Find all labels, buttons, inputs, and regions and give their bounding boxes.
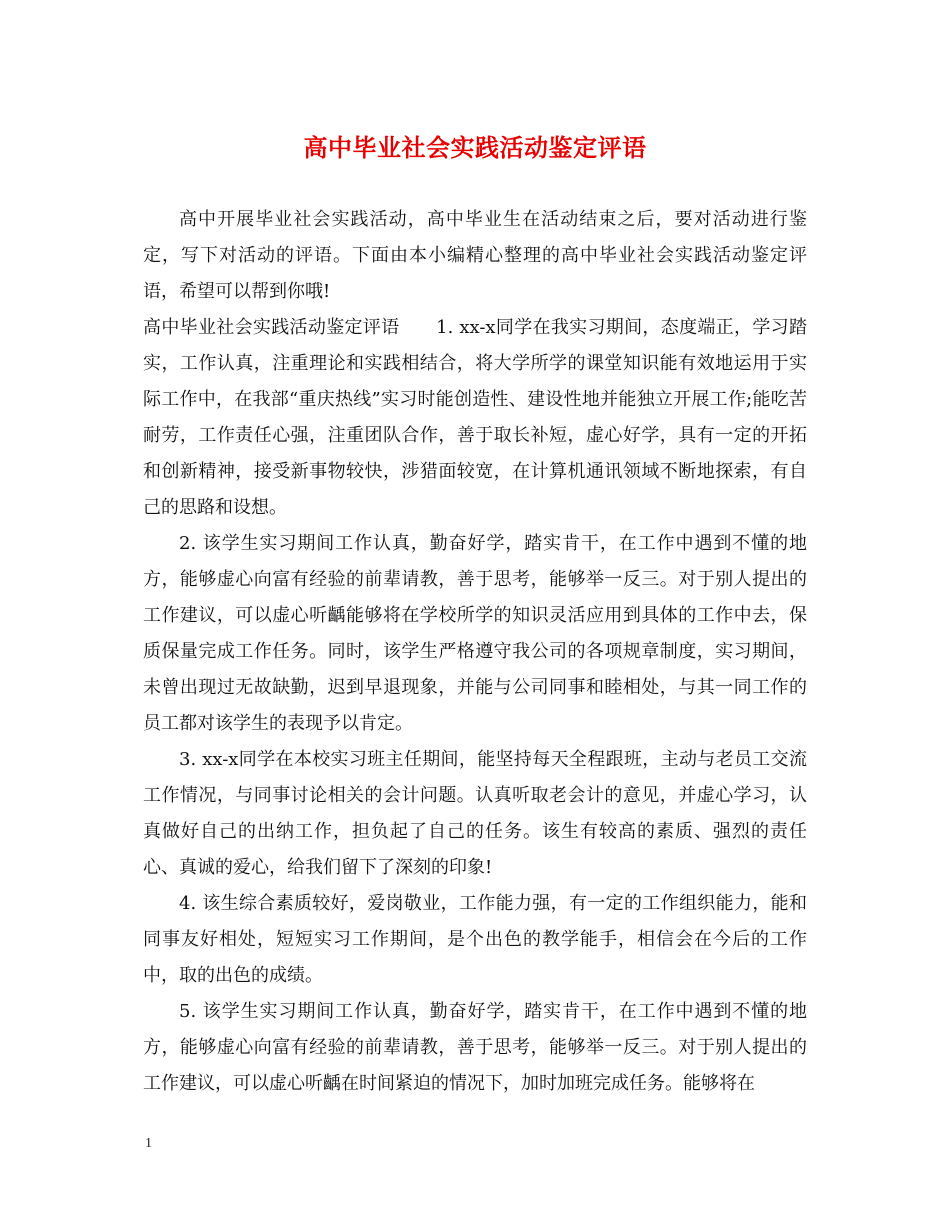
page-number: 1 — [145, 1136, 152, 1151]
comment-paragraph-4: 4. 该生综合素质较好，爱岗敬业，工作能力强，有一定的工作组织能力，能和同事友好相处，短短实习工作期间，是个出色的教学能手，相信会在今后的工作中，取的出色的成绩。 — [143, 893, 807, 986]
document-title: 高中毕业社会实践活动鉴定评语 — [303, 133, 647, 162]
comment-paragraph-5: 5. 该学生实习期间工作认真，勤奋好学，踏实肯干，在工作中遇到不懂的地方，能够虚心向富有经验的前辈请教，善于思考，能够举一反三。对于别人提出的工作建议，可以虚心听齲在时间紧迫的情况下，加时加班完成任务。能够将在 — [143, 1001, 807, 1094]
document-body — [143, 202, 807, 1102]
comment-paragraph-1: 高中毕业社会实践活动鉴定评语 1. xx-x同学在我实习期间，态度端正，学习踏实，工作认真，注重理论和实践相结合，将大学所学的课堂知识能有效地运用于实际工作中，在我部“重庆热线”实习时能创造性、建设性地并能独立开展工作;能吃苦耐劳，工作责任心强，注重团队合作，善于取长补短，虚心好学，具有一定的开拓和创新精神，接受新事物较快，涉猎面较宽，在计算机通讯领域不断地探索，有自己的思路和设想。 — [143, 317, 807, 518]
intro-paragraph: 高中开展毕业社会实践活动，高中毕业生在活动结束之后，要对活动进行鉴定，写下对活动的评语。下面由本小编精心整理的高中毕业社会实践活动鉴定评语，希望可以帮到你哦! — [143, 209, 807, 302]
comment-paragraph-3: 3. xx-x同学在本校实习班主任期间，能坚持每天全程跟班，主动与老员工交流工作情况，与同事讨论相关的会计问题。认真听取老会计的意见，并虚心学习，认真做好自己的出纳工作，担负起了自己的任务。该生有较高的素质、强烈的责任心、真诚的爱心，给我们留下了深刻的印象! — [143, 749, 807, 878]
comment-paragraph-2: 2. 该学生实习期间工作认真，勤奋好学，踏实肯干，在工作中遇到不懂的地方，能够虚心向富有经验的前辈请教，善于思考，能够举一反三。对于别人提出的工作建议，可以虚心听齲能够将在学校所学的知识灵活应用到具体的工作中去，保质保量完成工作任务。同时，该学生严格遵守我公司的各项规章制度，实习期间，未曾出现过无故缺勤，迟到早退现象，并能与公司同事和睦相处，与其一同工作的员工都对该学生的表现予以肯定。 — [143, 533, 807, 734]
